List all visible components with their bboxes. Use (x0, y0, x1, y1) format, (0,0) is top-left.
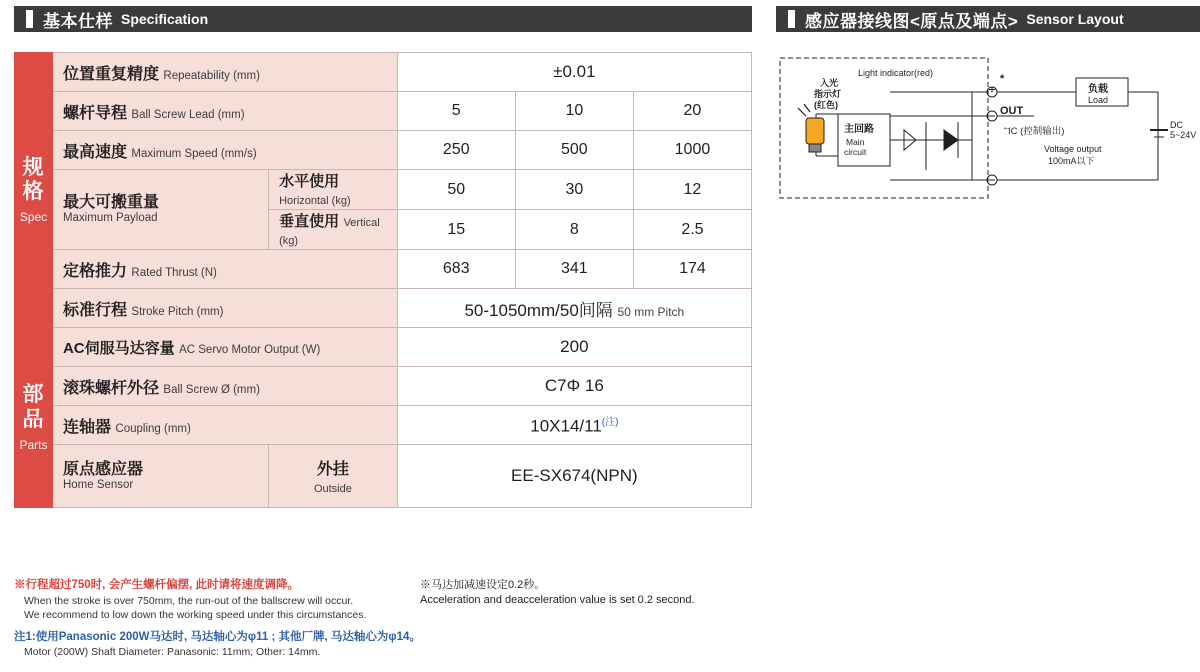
value-coupling-note: (注) (601, 417, 619, 429)
light-indicator-cn1: 入光 (820, 78, 839, 88)
row-sublabel-cn: 水平使用 (279, 173, 340, 190)
side-label-spec (15, 53, 53, 328)
specification-header-en: Specification (121, 11, 209, 27)
value-thrust-3: 174 (633, 250, 751, 289)
load-cn: 负载 (1088, 84, 1108, 95)
specification-table (14, 52, 752, 508)
row-label-en: Maximum Payload (62, 212, 158, 225)
row-sublabel-mount (269, 445, 398, 508)
note-1-cn: ※行程超过750时, 会产生螺杆偏摆, 此时请将速度调降。 (14, 579, 299, 591)
table-row (15, 131, 752, 170)
value-ballscrew: C7Φ 16 (397, 367, 751, 406)
sensor-layout-header-cn: 感应器接线图<原点及端点> (805, 11, 1019, 31)
value-max-speed-3: 1000 (633, 131, 751, 170)
header-accent-bar (788, 10, 795, 28)
table-row (15, 445, 752, 508)
row-label-repeatability (52, 53, 397, 92)
sensor-layout-header-en: Sensor Layout (1026, 11, 1124, 27)
row-label-cn: 最高速度 (62, 143, 127, 161)
dc-label-2: 5~24V (1170, 130, 1197, 140)
value-max-speed-1: 250 (397, 131, 515, 170)
row-label-en: Stroke Pitch (mm) (131, 305, 224, 318)
row-label-en: Home Sensor (62, 478, 134, 491)
table-row (15, 250, 752, 289)
value-lead-3: 20 (633, 92, 751, 131)
sensor-layout-header (776, 6, 1200, 32)
row-label-en: Coupling (mm) (115, 422, 191, 435)
side-label-spec-cn: 规格 (22, 155, 45, 203)
row-label-en: Maximum Speed (mm/s) (131, 147, 257, 160)
specification-header (14, 6, 752, 32)
row-label-cn: 位置重复精度 (62, 65, 159, 83)
row-sublabel-en: Vertical (kg) (279, 217, 380, 247)
ic-arrow: ← (1002, 122, 1012, 133)
row-label-en: Ball Screw Lead (mm) (131, 108, 245, 121)
table-row (15, 367, 752, 406)
row-label-coupling (52, 406, 397, 445)
row-label-cn: AC伺服马达容量 (62, 339, 175, 357)
row-label-en: AC Servo Motor Output (W) (179, 343, 321, 356)
sensor-wiring-svg (776, 52, 1200, 212)
light-indicator-en: Light indicator(red) (858, 68, 934, 78)
row-label-stroke (52, 289, 397, 328)
dc-label-1: DC (1170, 120, 1183, 130)
value-vertical-3: 2.5 (633, 210, 751, 250)
row-label-lead (52, 92, 397, 131)
value-stroke (397, 289, 751, 328)
table-row (15, 406, 752, 445)
row-label-max-speed (52, 131, 397, 170)
value-horizontal-3: 12 (633, 170, 751, 210)
row-sublabel-vertical (269, 210, 398, 250)
row-label-cn: 定格推力 (62, 262, 127, 280)
note-3-cn: ※马达加减速设定0.2秒。 (420, 579, 546, 591)
row-sublabel-cn: 垂直使用 (279, 213, 340, 230)
value-coupling (397, 406, 751, 445)
value-vertical-1: 15 (397, 210, 515, 250)
row-label-cn: 最大可搬重量 (62, 194, 159, 211)
voltage-output-en: Voltage output (1044, 144, 1102, 154)
table-row (15, 53, 752, 92)
row-label-en: Repeatability (mm) (163, 69, 260, 82)
table-row (15, 328, 752, 367)
value-lead-1: 5 (397, 92, 515, 131)
star-mark: * (1000, 73, 1005, 85)
row-sublabel-cn: 外挂 (316, 460, 349, 478)
main-circuit-en1: Main (846, 137, 865, 147)
value-coupling-main: 10X14/11 (530, 416, 602, 436)
ic-label: IC (控制输出) (1008, 126, 1065, 137)
note-3-en: Acceleration and deacceleration value is set 0.2 second. (420, 593, 695, 606)
side-label-parts-en: Parts (19, 437, 48, 452)
value-max-speed-2: 500 (515, 131, 633, 170)
load-en: Load (1088, 95, 1109, 105)
value-vertical-2: 8 (515, 210, 633, 250)
row-label-payload (52, 170, 268, 250)
value-horizontal-1: 50 (397, 170, 515, 210)
value-thrust-1: 683 (397, 250, 515, 289)
out-label: OUT (1000, 105, 1024, 117)
header-accent-bar (26, 10, 33, 28)
row-label-en: Rated Thrust (N) (131, 266, 217, 279)
row-sublabel-en: Outside (313, 482, 352, 495)
row-label-cn: 螺杆导程 (62, 104, 127, 122)
note-2-en: Motor (200W) Shaft Diameter: Panasonic: 11mm; Other: 14mm. (24, 646, 321, 659)
row-label-cn: 连轴器 (62, 418, 111, 436)
main-circuit-en2: circuit (844, 147, 867, 157)
table-row (15, 289, 752, 328)
side-label-spec-en: Spec (19, 210, 48, 225)
light-indicator-cn3: (红色) (814, 100, 838, 110)
table-row (15, 92, 752, 131)
side-label-parts (15, 328, 53, 508)
value-lead-2: 10 (515, 92, 633, 131)
light-indicator-cn2: 指示灯 (814, 89, 842, 99)
row-label-cn: 滚珠螺杆外径 (62, 379, 159, 397)
note-2-cn: 注1:使用Panasonic 200W马达时, 马达轴心为φ11 ; 其他厂牌, 马达轴心为φ14。 (14, 630, 421, 643)
value-motor: 200 (397, 328, 751, 367)
row-sublabel-horizontal (269, 170, 398, 210)
row-label-ballscrew (52, 367, 397, 406)
voltage-output-limit: 100mA以下 (1048, 156, 1095, 166)
value-stroke-sub: 50 mm Pitch (617, 304, 685, 319)
row-label-home-sensor (52, 445, 268, 508)
main-circuit-cn: 主回路 (844, 124, 874, 135)
note-1-en-line2: We recommend to low down the working speed under this circumstances. (24, 608, 367, 621)
value-thrust-2: 341 (515, 250, 633, 289)
value-home-sensor: EE-SX674(NPN) (397, 445, 751, 508)
sensor-wiring-diagram (776, 52, 1200, 212)
led-indicator-icon (798, 104, 824, 152)
note-1-en-line1: When the stroke is over 750mm, the run-out of the ballscrew will occur. (24, 594, 354, 607)
row-label-cn: 标准行程 (62, 301, 127, 319)
side-label-parts-cn: 部品 (22, 383, 45, 431)
row-label-en: Ball Screw Ø (mm) (163, 383, 260, 396)
row-label-thrust (52, 250, 397, 289)
row-sublabel-en: Horizontal (kg) (279, 195, 351, 207)
specification-header-cn: 基本仕样 (43, 11, 113, 31)
value-repeatability: ±0.01 (397, 53, 751, 92)
row-label-cn: 原点感应器 (62, 460, 143, 478)
footnotes-right (420, 578, 750, 608)
value-horizontal-2: 30 (515, 170, 633, 210)
table-row (15, 170, 752, 210)
row-label-motor (52, 328, 397, 367)
value-stroke-main: 50-1050mm/50间隔 (464, 300, 613, 320)
